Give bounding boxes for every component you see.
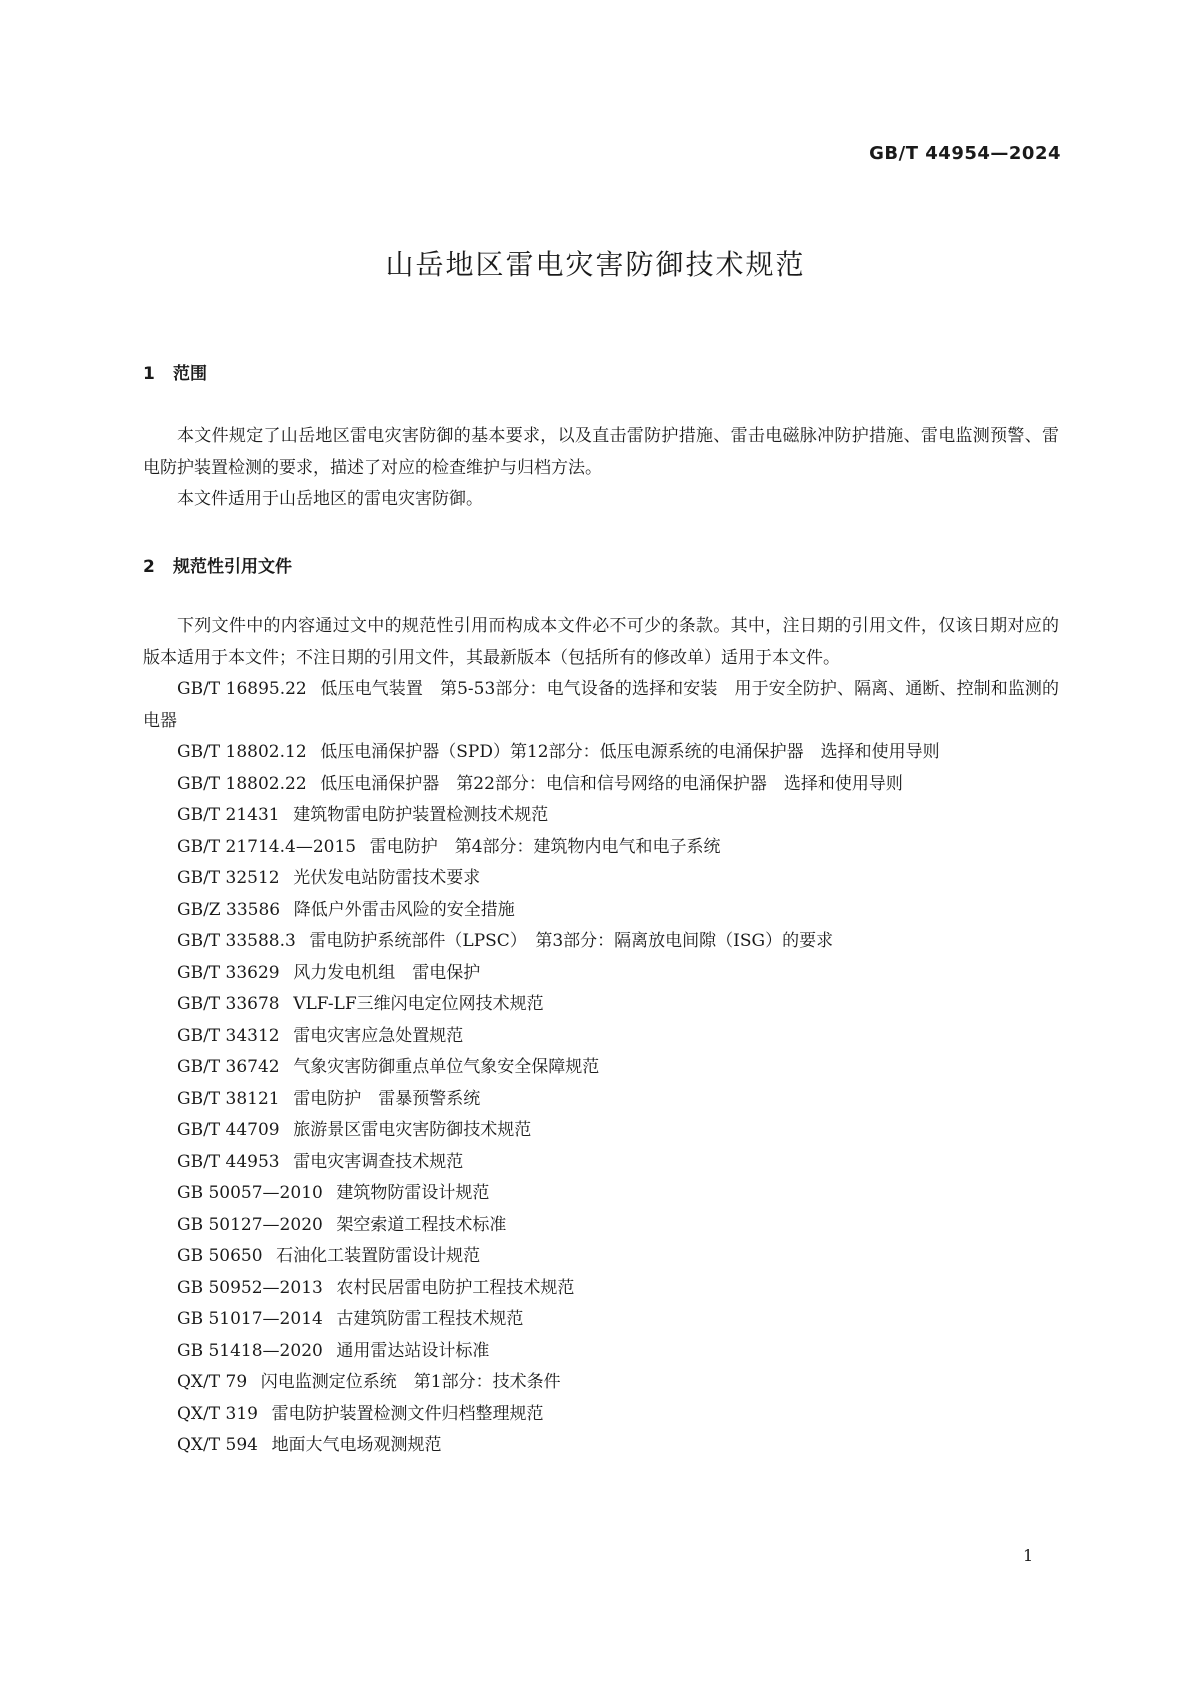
reference-title: VLF-LF三维闪电定位网技术规范 [293,994,544,1014]
reference-title: 通用雷达站设计标准 [336,1340,490,1361]
reference-title: 雷电灾害应急处置规范 [293,1025,464,1046]
reference-code: QX/T 319 [177,1403,258,1424]
reference-item [143,1430,1059,1462]
reference-code: GB/T 36742 [177,1057,280,1077]
reference-title: 气象灾害防御重点单位气象安全保障规范 [293,1057,600,1077]
reference-title: 架空索道工程技术标准 [336,1214,507,1235]
reference-code: GB/T 38121 [177,1088,280,1109]
reference-item [143,1147,1059,1179]
section-heading-normative-references [143,552,292,577]
reference-code: GB/T 21431 [177,805,280,825]
reference-title: 雷电防护 雷暴预警系统 [293,1088,481,1109]
reference-item [143,674,1059,737]
reference-title: 建筑物防雷设计规范 [336,1183,490,1203]
reference-item [143,863,1059,895]
reference-code: GB/T 34312 [177,1025,280,1046]
reference-code: GB/T 32512 [177,868,280,888]
reference-title: 降低户外雷击风险的安全措施 [293,899,515,920]
reference-title: 雷电灾害调查技术规范 [293,1151,464,1172]
reference-code: GB/T 18802.12 [177,742,307,762]
reference-title: 雷电防护系统部件（LPSC） 第3部分：隔离放电间隙（ISG）的要求 [309,931,834,951]
reference-title: 低压电气装置 第5-53部分：电气设备的选择和安装 用于安全防护、隔离、通断、控制和监测的电器 [143,679,1059,731]
section-number: 2 [143,557,155,577]
reference-code: GB/T 33629 [177,962,280,983]
reference-item [143,1367,1059,1399]
reference-item [143,737,1059,769]
normative-references-body [143,611,1059,1462]
reference-item [143,958,1059,990]
reference-code: GB 50650 [177,1246,263,1266]
reference-code: GB/T 44709 [177,1120,280,1140]
reference-code: GB 50952—2013 [177,1277,323,1298]
reference-title: 低压电涌保护器（SPD）第12部分：低压电源系统的电涌保护器 选择和使用导则 [320,742,940,762]
reference-title: 农村民居雷电防护工程技术规范 [336,1277,575,1298]
reference-item [143,1304,1059,1336]
reference-title: 建筑物雷电防护装置检测技术规范 [293,805,549,825]
reference-code: GB 51017—2014 [177,1309,323,1329]
reference-title: 闪电监测定位系统 第1部分：技术条件 [260,1372,561,1392]
page-number: 1 [1023,1546,1034,1565]
reference-item [143,895,1059,927]
reference-code: QX/T 594 [177,1435,258,1455]
reference-title: 旅游景区雷电灾害防御技术规范 [293,1120,532,1140]
reference-title: 风力发电机组 雷电保护 [293,962,481,983]
reference-list [143,674,1059,1462]
reference-code: GB/Z 33586 [177,899,281,920]
references-intro: 下列文件中的内容通过文中的规范性引用而构成本文件必不可少的条款。其中，注日期的引用文件，仅该日期对应的版本适用于本文件；不注日期的引用文件，其最新版本（包括所有的修改单）适用于本文件。 [143,616,1059,668]
reference-title: 低压电涌保护器 第22部分：电信和信号网络的电涌保护器 选择和使用导则 [320,773,903,794]
section-title: 规范性引用文件 [173,557,292,577]
reference-code: GB 51418—2020 [177,1340,323,1361]
reference-title: 古建筑防雷工程技术规范 [336,1309,524,1329]
reference-title: 地面大气电场观测规范 [271,1435,442,1455]
reference-code: GB/T 16895.22 [177,679,307,699]
scope-body [143,421,1059,516]
reference-item [143,1084,1059,1116]
section-number: 1 [143,364,155,384]
reference-item [143,832,1059,864]
reference-code: GB/T 18802.22 [177,773,307,794]
reference-item [143,800,1059,832]
reference-title: 雷电防护装置检测文件归档整理规范 [271,1403,544,1424]
reference-code: GB/T 21714.4—2015 [177,836,357,857]
document-title: 山岳地区雷电灾害防御技术规范 [385,248,806,281]
section-title: 范围 [173,364,207,384]
scope-paragraph: 本文件适用于山岳地区的雷电灾害防御。 [177,489,483,509]
reference-code: GB/T 44953 [177,1151,280,1172]
reference-title: 石油化工装置防雷设计规范 [276,1246,481,1266]
reference-item [143,1052,1059,1084]
reference-item [143,1241,1059,1273]
section-heading-scope [143,359,207,384]
reference-item [143,1399,1059,1431]
reference-item [143,769,1059,801]
reference-code: GB/T 33588.3 [177,931,296,951]
reference-item [143,1336,1059,1368]
reference-item [143,1178,1059,1210]
reference-title: 雷电防护 第4部分：建筑物内电气和电子系统 [369,836,721,857]
reference-item [143,1273,1059,1305]
reference-item [143,926,1059,958]
reference-item [143,1021,1059,1053]
reference-title: 光伏发电站防雷技术要求 [293,868,481,888]
reference-item [143,1115,1059,1147]
reference-code: GB 50127—2020 [177,1214,323,1235]
scope-paragraph: 本文件规定了山岳地区雷电灾害防御的基本要求，以及直击雷防护措施、雷击电磁脉冲防护措施、雷电监测预警、雷电防护装置检测的要求，描述了对应的检查维护与归档方法。 [143,426,1059,478]
reference-item [143,1210,1059,1242]
reference-code: GB 50057—2010 [177,1183,323,1203]
reference-code: QX/T 79 [177,1372,248,1392]
reference-item [143,989,1059,1021]
standard-number: GB/T 44954—2024 [869,143,1061,164]
reference-code: GB/T 33678 [177,994,280,1014]
